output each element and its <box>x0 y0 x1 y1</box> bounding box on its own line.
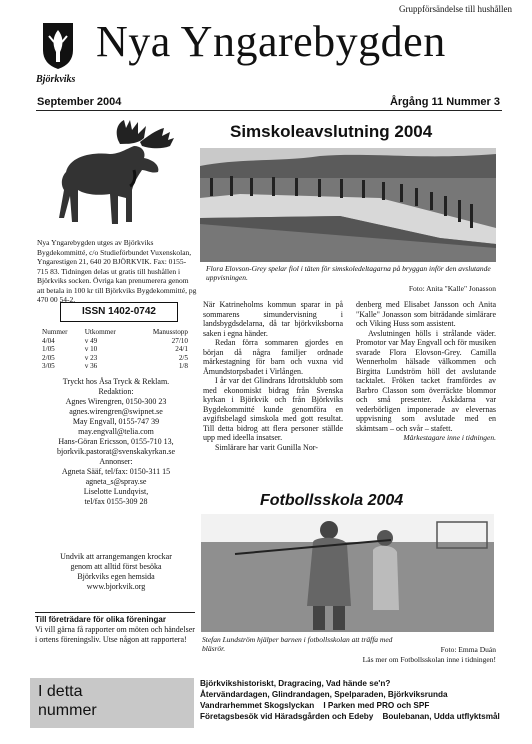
article-paragraph: När Katrineholms kommun sparar in på sommarens simundervisning i landsbygdsdelarna, då tar björkviksborna saken i egna händer. <box>203 300 343 338</box>
mailing-note: Gruppförsändelse till hushållen <box>399 4 512 14</box>
website-link[interactable]: www.bjorkvik.org <box>86 582 146 591</box>
table-cell: v 36 <box>84 362 98 370</box>
associations-notice <box>35 612 195 645</box>
table-row <box>40 354 190 363</box>
article-title-football-school: Fotbollsskola 2004 <box>260 492 404 509</box>
event-note-line: Björkviks egen hemsida <box>77 572 155 581</box>
table-cell: v 23 <box>84 353 98 362</box>
photo-caption: Stefan Lundström hjälper barnen i fotbollsskolan att träffa med bläsrör. <box>202 635 393 653</box>
contacts-block <box>36 377 196 507</box>
editorial-heading: Redaktion: <box>98 387 134 396</box>
editor-email[interactable]: agnes.wirengren@swipnet.se <box>69 407 163 416</box>
table-header: Manusstopp <box>152 328 188 336</box>
article-paragraph: denberg med Elisabet Jansson och Anita "Kalle" Jonasson som biträdande simlärare och Viking Huss som assistent. <box>356 300 496 328</box>
in-this-issue-list <box>200 678 500 722</box>
table-cell: v 10 <box>84 345 98 353</box>
table-cell: 2/5 <box>178 353 188 362</box>
publisher-info: Nya Yngarebygden utges av Björkviks Bygdekommitté, c/o Studieförbundet Vuxenskolan, Yngarestigen 21, 640 20 BJÖRKVIK. Fax: 0155-715 83. Tidningen delas ut gratis till hushållen i Björkviks socken. Övriga kan prenumerera genom att betala in 100 kr till Björkviks Bygdekommitté, pg 470 00 54-2. <box>37 238 197 304</box>
toc-item: Företagsbesök vid Häradsgården och Edeby Boulebanan, Udda utflyktsmål <box>200 712 500 721</box>
editor-contact: May Engvall, 0155-747 39 <box>72 417 160 426</box>
read-more-note: Läs mer om Fotbollsskolan inne i tidningen! <box>362 655 496 664</box>
editor-contact: Hans-Göran Ericsson, 0155-710 13, <box>58 437 174 446</box>
event-note <box>36 552 196 592</box>
table-row <box>40 345 190 354</box>
table-cell: 27/10 <box>171 336 188 345</box>
ads-heading: Annonser: <box>99 457 133 466</box>
toc-item: Vandrarhemmet Skogslyckan I Parken med PRO och SPF <box>200 701 430 710</box>
municipal-crest-icon <box>42 22 74 70</box>
article-paragraph: I år var det Glindrans Idrottsklubb som med ekonomiskt bidrag från Svenska kyrkan i Björkvik och från Björkviks Bygdekommitté kunde genomföra en avgiftsbelagd simskola med gott resultat. Till detta bidrog att flera personer ställde upp med ideella insatser. <box>203 376 343 442</box>
article-paragraph: Redan förra sommaren gjordes en början då några familjer ordnade märkestagning för barn och vuxna vid Åmundstorpsbadet i Virlången. <box>203 338 343 376</box>
article-paragraph: Simlärare har varit Gunilla Nor- <box>215 442 318 452</box>
table-cell: v 49 <box>84 336 98 345</box>
moose-illustration <box>48 118 178 236</box>
table-cell: 3/05 <box>42 362 55 370</box>
associations-text: Vi vill gärna få rapporter om möten och händelser i ortens föreningsliv. Utse någon att rapportera! <box>35 625 195 644</box>
issue-number: Årgång 11 Nummer 3 <box>389 96 500 108</box>
table-cell: 1/8 <box>178 362 188 370</box>
photo-credit: Foto: Emma Duán <box>440 645 496 654</box>
table-cell: 24/1 <box>175 345 188 353</box>
article-column <box>203 300 343 452</box>
event-note-line: genom att alltid först besöka <box>70 562 162 571</box>
table-header: Nummer <box>42 328 68 336</box>
toc-item: Björkvikshistoriskt, Dragracing, Vad hände se'n? <box>200 679 391 688</box>
issue-date: September 2004 <box>37 96 122 108</box>
ads-email[interactable]: agneta_s@spray.se <box>85 477 147 486</box>
masthead-title: Nya Yngarebygden <box>96 17 446 66</box>
editor-email[interactable]: bjorkvik.pastorat@svenskakyrkan.se <box>56 447 175 456</box>
article-paragraph: Avslutningen hölls i strålande väder. Promotor var May Engvall och för musiken svarade Flora Elovson-Grey. Camilla Wennerholm hälsade välkommen och Birgitta Lundström höll det avslutande tacktalet. Fröken tacket framfördes av Barbro Classon som överräckte blommor och små presenter. Åskådarna var vederbörligen imponerade av elevernas uppvisning som avslutade med en skämtsam – och svår – stafett. <box>356 328 496 433</box>
table-cell: 4/04 <box>42 336 55 345</box>
football-school-photo <box>201 514 494 632</box>
ads-contact: tel/fax 0155-309 28 <box>84 497 148 506</box>
table-row <box>40 362 190 371</box>
issn-box: ISSN 1402-0742 <box>60 302 178 322</box>
toc-item: Återvändardagen, Glindrandagen, Spelparaden, Björkviksrunda <box>200 690 448 699</box>
table-header-row <box>40 328 190 337</box>
table-header: Utkommer <box>84 328 116 336</box>
photo-caption: Flora Elovson-Grey spelar fiol i täten för simskoledeltagarna på bryggan inför den avslutande uppvisningen. <box>206 264 491 282</box>
article-column <box>356 300 496 443</box>
article-note: Märkestagare inne i tidningen. <box>403 433 496 442</box>
article-title-swim-school: Simskoleavslutning 2004 <box>230 122 433 141</box>
in-this-issue-label: I detta nummer <box>30 678 194 728</box>
table-row <box>40 337 190 346</box>
table-cell: 1/05 <box>42 345 55 353</box>
table-cell: 2/05 <box>42 353 55 362</box>
editor-contact: Agnes Wirengren, 0150-300 23 <box>65 397 167 406</box>
ads-contact: Liselotte Lundqvist, <box>83 487 149 496</box>
swim-school-photo <box>200 148 496 262</box>
crest-name: Björkviks <box>36 74 76 85</box>
associations-title: Till företrädare för olika föreningar <box>35 615 166 624</box>
header-divider <box>36 110 502 111</box>
publication-schedule-table <box>40 328 190 371</box>
editor-email[interactable]: may.engvall@telia.com <box>78 427 154 436</box>
event-note-line: Undvik att arrangemangen krockar <box>60 552 172 561</box>
ads-contact: Agneta Sääf, tel/fax: 0150-311 15 <box>61 467 171 476</box>
photo-credit: Foto: Anita "Kalle" Jonasson <box>408 284 496 293</box>
print-credit: Tryckt hos Åsa Tryck & Reklam. <box>62 377 170 386</box>
